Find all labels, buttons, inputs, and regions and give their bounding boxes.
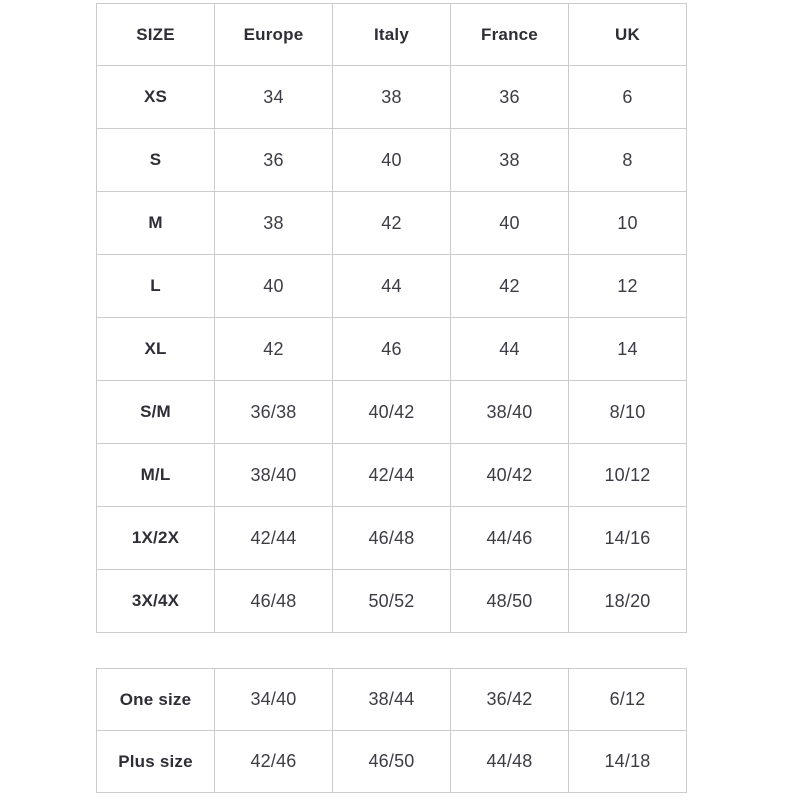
size-value-cell: 50/52: [333, 570, 451, 633]
table-row: [97, 192, 687, 255]
size-label-cell: One size: [97, 669, 215, 731]
table-row: [97, 129, 687, 192]
size-table-body: [97, 66, 687, 633]
size-value-cell: 44/46: [451, 507, 569, 570]
size-value-cell: 34/40: [215, 669, 333, 731]
table-row: [97, 444, 687, 507]
size-label-cell: M/L: [97, 444, 215, 507]
size-value-cell: 40/42: [451, 444, 569, 507]
size-value-cell: 36: [215, 129, 333, 192]
column-header-france: France: [451, 4, 569, 66]
size-value-cell: 14/16: [569, 507, 687, 570]
size-value-cell: 42: [451, 255, 569, 318]
size-value-cell: 42/44: [333, 444, 451, 507]
special-sizes-table: [96, 668, 687, 793]
size-value-cell: 42/46: [215, 731, 333, 793]
size-label-cell: XS: [97, 66, 215, 129]
size-label-cell: 1X/2X: [97, 507, 215, 570]
size-label-cell: S: [97, 129, 215, 192]
table-row: [97, 731, 687, 793]
size-value-cell: 38/40: [451, 381, 569, 444]
size-value-cell: 46/50: [333, 731, 451, 793]
table-row: [97, 507, 687, 570]
size-value-cell: 46/48: [215, 570, 333, 633]
size-value-cell: 44/48: [451, 731, 569, 793]
size-value-cell: 14: [569, 318, 687, 381]
size-value-cell: 6: [569, 66, 687, 129]
size-value-cell: 46: [333, 318, 451, 381]
size-label-cell: L: [97, 255, 215, 318]
size-value-cell: 38/40: [215, 444, 333, 507]
size-value-cell: 42/44: [215, 507, 333, 570]
size-value-cell: 8: [569, 129, 687, 192]
table-row: [97, 381, 687, 444]
size-label-cell: XL: [97, 318, 215, 381]
size-value-cell: 36/42: [451, 669, 569, 731]
size-value-cell: 6/12: [569, 669, 687, 731]
size-label-cell: S/M: [97, 381, 215, 444]
table-row: [97, 66, 687, 129]
size-chart-page: [96, 3, 687, 793]
size-value-cell: 12: [569, 255, 687, 318]
size-value-cell: 42: [333, 192, 451, 255]
table-row: [97, 318, 687, 381]
size-label-cell: 3X/4X: [97, 570, 215, 633]
size-value-cell: 40: [451, 192, 569, 255]
column-header-italy: Italy: [333, 4, 451, 66]
size-value-cell: 48/50: [451, 570, 569, 633]
table-row: [97, 669, 687, 731]
size-table-header: [97, 4, 687, 66]
size-value-cell: 18/20: [569, 570, 687, 633]
table-row: [97, 255, 687, 318]
size-value-cell: 42: [215, 318, 333, 381]
size-value-cell: 40: [333, 129, 451, 192]
size-value-cell: 38: [451, 129, 569, 192]
size-value-cell: 38: [215, 192, 333, 255]
size-value-cell: 10/12: [569, 444, 687, 507]
size-value-cell: 34: [215, 66, 333, 129]
column-header-uk: UK: [569, 4, 687, 66]
special-sizes-body: [97, 669, 687, 793]
size-conversion-table: [96, 3, 687, 633]
size-value-cell: 38/44: [333, 669, 451, 731]
table-row: [97, 570, 687, 633]
size-value-cell: 46/48: [333, 507, 451, 570]
size-value-cell: 10: [569, 192, 687, 255]
size-label-cell: Plus size: [97, 731, 215, 793]
size-value-cell: 38: [333, 66, 451, 129]
size-value-cell: 8/10: [569, 381, 687, 444]
size-value-cell: 36: [451, 66, 569, 129]
size-value-cell: 40: [215, 255, 333, 318]
size-value-cell: 14/18: [569, 731, 687, 793]
header-row: [97, 4, 687, 66]
column-header-europe: Europe: [215, 4, 333, 66]
size-label-cell: M: [97, 192, 215, 255]
size-value-cell: 36/38: [215, 381, 333, 444]
size-value-cell: 44: [333, 255, 451, 318]
size-value-cell: 44: [451, 318, 569, 381]
size-value-cell: 40/42: [333, 381, 451, 444]
column-header-size: SIZE: [97, 4, 215, 66]
